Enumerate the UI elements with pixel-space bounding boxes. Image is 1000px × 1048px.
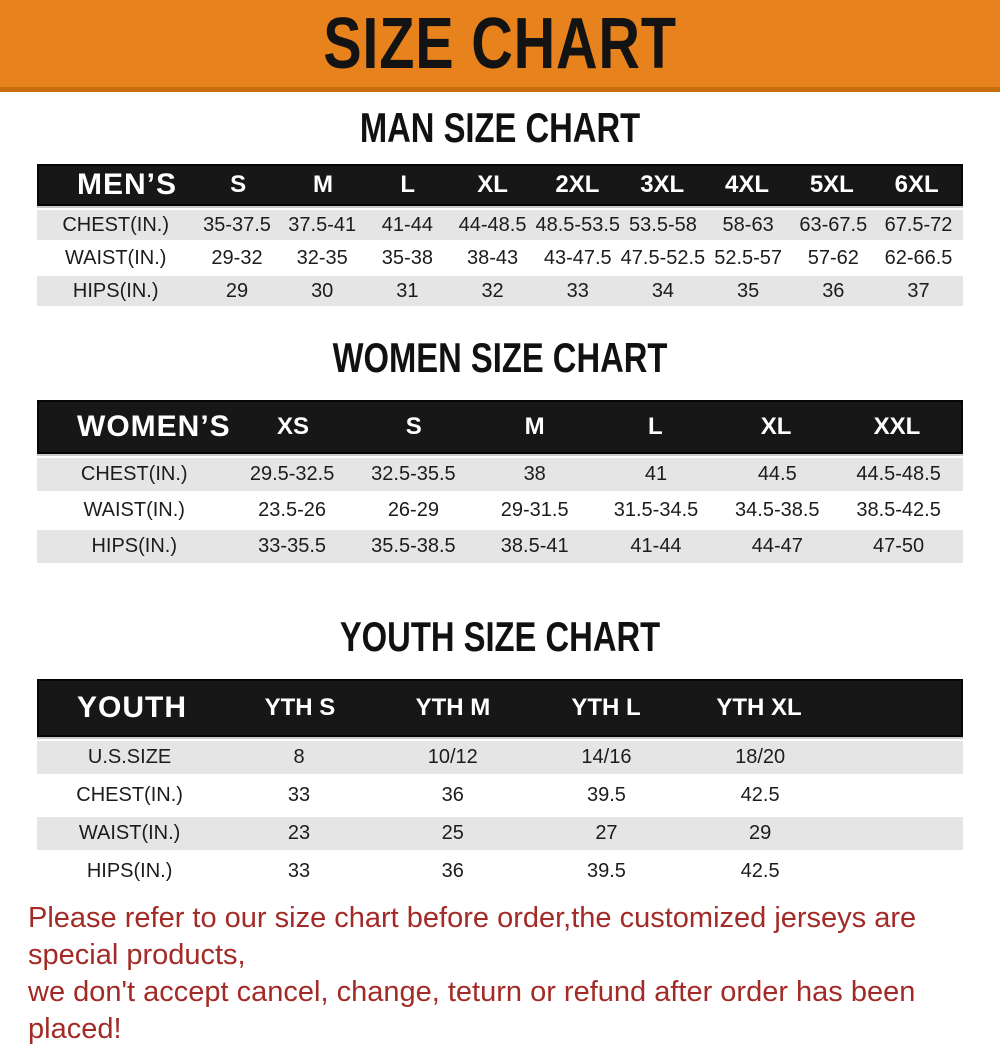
men-row-waist-in xyxy=(37,243,963,273)
row-label: CHEST(IN.) xyxy=(76,784,183,806)
size-value-cell: 44.5-48.5 xyxy=(856,463,941,485)
size-value-cell: 35-37.5 xyxy=(203,213,271,236)
size-column-header: 3XL xyxy=(640,171,685,198)
size-value-cell: 41-44 xyxy=(381,213,433,236)
size-chart-sections xyxy=(0,104,1000,888)
youth-row-chest-in xyxy=(37,779,963,812)
women-row-chest-in xyxy=(37,458,963,491)
size-value-cell: 47-50 xyxy=(873,535,925,557)
men-chart-title: MAN SIZE CHART xyxy=(359,104,641,151)
youth-size-chart-section xyxy=(0,613,1000,888)
table-title-cell: YOUTH xyxy=(77,691,187,724)
women-size-chart-section xyxy=(0,334,1000,563)
size-column-header: L xyxy=(648,413,663,440)
size-column-header: 6XL xyxy=(894,171,939,198)
size-value-cell: 37 xyxy=(907,279,930,302)
size-value-cell: 25 xyxy=(441,822,464,844)
size-column-header: YTH S xyxy=(264,694,336,721)
size-value-cell: 35-38 xyxy=(381,246,433,269)
size-value-cell: 42.5 xyxy=(740,860,780,882)
men-size-table xyxy=(37,164,963,306)
women-table-header-row xyxy=(37,400,963,454)
size-value-cell: 32-35 xyxy=(296,246,348,269)
size-value-cell: 39.5 xyxy=(586,784,626,806)
youth-size-table xyxy=(37,679,963,888)
size-column-header: M xyxy=(312,171,333,198)
size-value-cell: 23 xyxy=(287,822,311,844)
size-value-cell: 27 xyxy=(595,822,618,844)
size-column-header: M xyxy=(524,413,545,440)
size-value-cell: 36 xyxy=(822,279,845,302)
size-value-cell: 37.5-41 xyxy=(288,213,357,236)
women-size-table xyxy=(37,400,963,563)
row-label: U.S.SIZE xyxy=(87,746,172,768)
table-title-cell: WOMEN’S xyxy=(77,410,231,443)
size-value-cell: 26-29 xyxy=(387,499,439,521)
row-label: WAIST(IN.) xyxy=(64,246,167,269)
size-value-cell: 33 xyxy=(287,784,311,806)
size-value-cell: 32 xyxy=(481,279,504,302)
size-value-cell: 32.5-35.5 xyxy=(371,463,456,485)
men-row-hips-in xyxy=(37,276,963,306)
size-value-cell: 67.5-72 xyxy=(884,213,953,236)
size-value-cell: 62-66.5 xyxy=(884,246,953,269)
men-table-header-row xyxy=(37,164,963,206)
size-value-cell: 53.5-58 xyxy=(629,213,697,236)
size-value-cell: 31 xyxy=(396,279,419,302)
size-column-header: XXL xyxy=(873,413,921,440)
size-value-cell: 38.5-41 xyxy=(500,535,569,557)
size-value-cell: 38-43 xyxy=(466,246,519,269)
size-column-header: S xyxy=(405,413,422,440)
size-value-cell: 31.5-34.5 xyxy=(613,499,699,521)
youth-table-header-row xyxy=(37,679,963,737)
size-value-cell: 44-47 xyxy=(751,535,803,557)
size-column-header: L xyxy=(400,171,416,198)
size-column-header: 2XL xyxy=(555,171,600,198)
size-value-cell: 33 xyxy=(566,279,589,302)
size-value-cell: 14/16 xyxy=(581,746,632,768)
size-value-cell: 34.5-38.5 xyxy=(735,499,820,521)
size-column-header: YTH L xyxy=(571,694,641,721)
row-label: HIPS(IN.) xyxy=(86,860,173,882)
size-value-cell: 33 xyxy=(287,860,311,882)
row-label: CHEST(IN.) xyxy=(62,213,170,236)
youth-row-ussize xyxy=(37,741,963,774)
youth-row-hips-in xyxy=(37,855,963,888)
women-row-waist-in xyxy=(37,494,963,527)
size-value-cell: 29.5-32.5 xyxy=(249,463,335,485)
size-value-cell: 33-35.5 xyxy=(258,535,327,557)
size-column-header: S xyxy=(230,171,247,198)
size-value-cell: 38.5-42.5 xyxy=(856,499,941,521)
size-column-header: XL xyxy=(760,413,792,440)
size-value-cell: 41-44 xyxy=(630,535,682,557)
size-value-cell: 10/12 xyxy=(427,746,478,768)
women-row-hips-in xyxy=(37,530,963,563)
size-value-cell: 36 xyxy=(441,860,464,882)
size-column-header: XS xyxy=(276,413,309,440)
men-size-chart-section xyxy=(0,104,1000,306)
size-value-cell: 35 xyxy=(737,279,760,302)
size-column-header: 4XL xyxy=(725,171,770,198)
size-value-cell: 63-67.5 xyxy=(799,213,868,236)
size-column-header: 5XL xyxy=(809,171,854,198)
size-value-cell: 52.5-57 xyxy=(714,246,783,269)
size-value-cell: 23.5-26 xyxy=(258,499,327,521)
table-title-cell: MEN’S xyxy=(77,168,178,201)
size-value-cell: 8 xyxy=(293,746,305,768)
row-label: CHEST(IN.) xyxy=(80,463,188,485)
size-value-cell: 44.5 xyxy=(757,463,797,485)
size-value-cell: 36 xyxy=(441,784,464,806)
size-value-cell: 29 xyxy=(749,822,772,844)
row-label: WAIST(IN.) xyxy=(78,822,181,844)
size-value-cell: 39.5 xyxy=(586,860,626,882)
size-value-cell: 43-47.5 xyxy=(543,246,612,269)
size-column-header: XL xyxy=(477,171,508,198)
disclaimer-footer xyxy=(0,900,1000,1048)
youth-chart-title: YOUTH SIZE CHART xyxy=(339,613,661,660)
disclaimer-line-2: we don't accept cancel, change, teturn or refund after order has been placed! xyxy=(28,976,916,1045)
size-value-cell: 38 xyxy=(523,463,546,485)
size-value-cell: 30 xyxy=(311,279,334,302)
disclaimer-line-1: Please refer to our size chart before order,the customized jerseys are special products, xyxy=(28,902,917,971)
size-value-cell: 29 xyxy=(225,279,249,302)
row-label: WAIST(IN.) xyxy=(83,499,185,521)
size-value-cell: 41 xyxy=(644,463,668,485)
row-label: HIPS(IN.) xyxy=(72,279,159,302)
row-label: HIPS(IN.) xyxy=(91,535,177,557)
size-value-cell: 18/20 xyxy=(735,746,786,768)
men-row-chest-in xyxy=(37,210,963,240)
size-value-cell: 35.5-38.5 xyxy=(371,535,456,557)
size-value-cell: 34 xyxy=(651,279,675,302)
size-column-header: YTH M xyxy=(415,694,491,721)
size-value-cell: 58-63 xyxy=(722,213,774,236)
youth-row-waist-in xyxy=(37,817,963,850)
women-chart-title: WOMEN SIZE CHART xyxy=(332,334,668,381)
size-value-cell: 44-48.5 xyxy=(458,213,527,236)
size-value-cell: 48.5-53.5 xyxy=(535,213,620,236)
size-value-cell: 42.5 xyxy=(740,784,780,806)
size-column-header: YTH XL xyxy=(716,694,802,721)
size-chart-banner xyxy=(0,0,1000,92)
size-value-cell: 29-31.5 xyxy=(500,499,569,521)
size-value-cell: 29-32 xyxy=(211,246,263,269)
size-value-cell: 57-62 xyxy=(807,246,859,269)
size-value-cell: 47.5-52.5 xyxy=(620,246,706,269)
banner-title: SIZE CHART xyxy=(323,3,677,84)
